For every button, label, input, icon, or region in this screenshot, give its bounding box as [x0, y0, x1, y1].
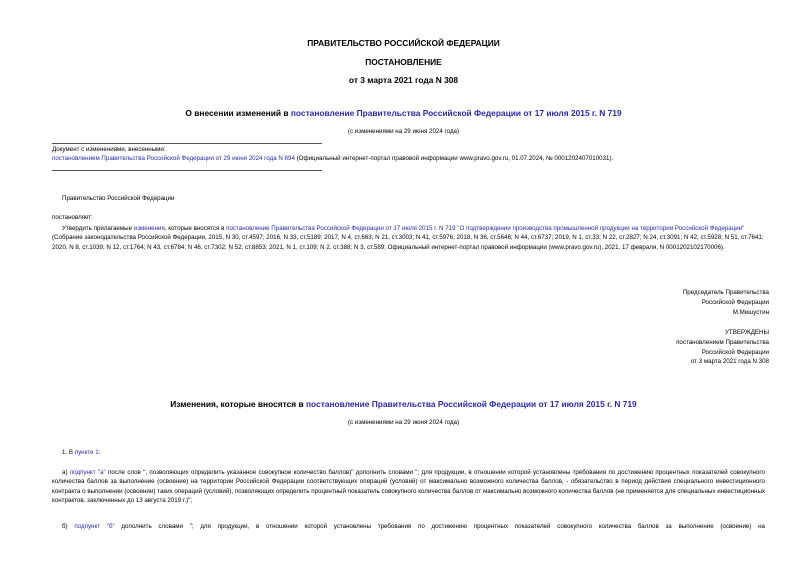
revision-note: (с изменениями на 29 июня 2024 года)	[347, 128, 460, 135]
title-prefix: О внесении изменений в	[185, 108, 291, 118]
changes-title-link[interactable]: постановление Правительства Российской Федерации от 17 июля 2015 г. N 719	[306, 399, 637, 409]
subitem-b	[52, 522, 765, 532]
government-heading: ПРАВИТЕЛЬСТВО РОССИЙСКОЙ ФЕДЕРАЦИИ	[307, 38, 500, 48]
box-bottom-rule	[52, 170, 322, 171]
approved-block	[676, 328, 769, 367]
subitem-a-text: после слов ", позволяющих определить указанное совокупное количество баллов)" дополнить словами "; для продукции, в отношении которой установлены требования по достижению процентных показателей совокупного количества баллов за выполнение (освоение) на территории Российской Федерации соответствующих операций (условий) от максимально возможного количества баллов, - обязательство в период действия специального инвестиционного контракта о выполнении (освоении) таких операций (условий), позволяющих определить процентный показатель совокупного количества баллов от максимально возможного количества баллов (не применяется для специальных инвестиционных контрактов, заключенных до 13 августа 2019 г.)";	[52, 469, 765, 505]
changes-link[interactable]: изменения	[133, 225, 165, 232]
subitem-b-link[interactable]: подпункт "б"	[74, 523, 115, 530]
p1-text-c: (Собрание законодательства Российской Федерации, 2015, N 30, ст.4597; 2016, N 33, ст.5189; 2017, N 4, ст.663; N 21, ст.3003; N 41, ст.5976; 2018, N 36, ст.5646; N 44, ст.6737; 2019, N 1, ст.33; N 22, ст.2827; N 24, ст.3091; N 42, ст.5928; N 51, ст.7641; 2020, N 8, ст.1039; N 12, ст.1764; N 43, ст.6784; N 46, ст.7302; N 52, ст.8853; 2021, N 1, ст.109; N 2, ст.388; N 3, ст.589; Официальный интернет-портал правовой информации (www.pravo.gov.ru), 2021, 17 февраля, N 0001202102170006).	[52, 234, 764, 251]
issuer: Правительство Российской Федерации	[62, 195, 175, 202]
signature-position: Председатель Правительства	[682, 289, 769, 296]
decree-719-link[interactable]: постановление Правительства Российской Федерации от 17 июля 2015 г. N 719 "О подтверждении производства промышленной продукции на территории Российской Федерации"	[226, 225, 745, 232]
subitem-a-prefix: а)	[62, 469, 70, 476]
p1-text-b: , которые вносятся в	[164, 225, 227, 232]
item1-link[interactable]: пункте 1	[74, 449, 99, 456]
item1-text-b: :	[98, 449, 101, 456]
title-link[interactable]: постановление Правительства Российской Федерации от 17 июля 2015 г. N 719	[290, 108, 622, 118]
main-paragraph	[52, 224, 765, 252]
item1-text-a: 1. В	[62, 449, 75, 456]
subitem-a	[52, 468, 765, 506]
approved-date: от 3 марта 2021 года N 308	[690, 358, 769, 366]
subitem-a-link[interactable]: подпункт "а"	[69, 469, 106, 476]
approved-country: Российской Федерации	[701, 348, 769, 356]
subitem-b-text: дополнить словами "; для продукции, в отношении которой установлены требования по достижению процентных показателей совокупного количества баллов за выполнение (освоение) на	[114, 523, 765, 530]
signature-name: М.Мишустин	[732, 308, 769, 316]
item-1	[62, 449, 100, 456]
signature-block	[683, 288, 769, 317]
approved-by: постановлением Правительства	[676, 338, 769, 346]
signature-country: Российской Федерации	[701, 298, 769, 306]
amendments-intro: Документ с изменениями, внесенными:	[52, 146, 166, 153]
approved-heading: УТВЕРЖДЕНЫ	[725, 329, 769, 336]
changes-revision-note: (с изменениями на 29 июня 2024 года)	[347, 419, 460, 426]
decrees-word: постановляет:	[52, 214, 93, 221]
changes-title	[0, 399, 807, 409]
amending-decree-source: (Официальный интернет-портал правовой информации www.pravo.gov.ru, 01.07.2024, № 0001202407010031).	[294, 155, 614, 163]
box-top-rule	[52, 143, 322, 144]
amendments-line	[52, 154, 772, 163]
amendments-box	[52, 145, 772, 164]
subitem-b-prefix: б)	[62, 523, 75, 530]
document-type: ПОСТАНОВЛЕНИЕ	[365, 57, 442, 67]
p1-text-a: Утвердить прилагаемые	[62, 225, 134, 232]
document-date-number: от 3 марта 2021 года N 308	[348, 75, 459, 85]
changes-title-prefix: Изменения, которые вносятся в	[170, 399, 306, 409]
amending-decree-link[interactable]: постановлением Правительства Российской Федерации от 29 июня 2024 года N 894	[52, 155, 295, 163]
document-title	[0, 108, 807, 118]
